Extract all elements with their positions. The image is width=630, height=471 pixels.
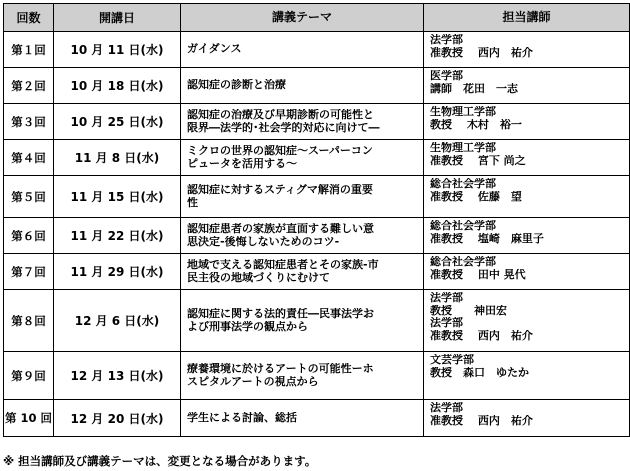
theme-line: 学生による討論、総括 [187,411,297,424]
theme-line: 地域で支える認知症患者とその家族-市 [187,259,379,271]
lecturer-line: 准教授 塩崎 麻里子 [430,232,544,245]
theme-line: ピュータを活用する～ [187,157,297,170]
session-date: 11 月 15 日(水) [54,176,181,218]
session-number: 第１回 [4,32,54,68]
lecturer-line: 准教授 西内 祐介 [430,329,533,342]
session-date: 11 月 29 日(水) [54,254,181,290]
session-date: 11 月 22 日(水) [54,218,181,254]
lecturer-line: 講師 花田 一志 [430,82,518,95]
lecturer-line: 総合社会学部 [430,178,496,190]
session-lecturer [424,140,630,176]
footnote: ※ 担当講師及び講義テーマは、変更となる場合があります。 [3,454,317,468]
theme-line: よび刑事法学の観点から [187,320,308,333]
theme-line: 療養環境に於けるアートの可能性ーホ [187,363,374,375]
session-theme [181,140,424,176]
table-row [4,68,630,104]
header-lecturer: 担当講師 [424,4,630,32]
header-date: 開講日 [54,4,181,32]
session-date: 10 月 18 日(水) [54,68,181,104]
session-date: 12 月 20 日(水) [54,400,181,437]
table-row [4,254,630,290]
lecturer-line: 准教授 田中 晃代 [430,268,526,281]
lecturer-line: 総合社会学部 [430,220,496,232]
theme-line: 限界―法学的･社会学的対応に向けて― [187,121,380,134]
lecturer-line: 医学部 [430,70,463,82]
lecturer-line: 准教授 西内 祐介 [430,46,533,59]
lecturer-line: 文芸学部 [430,354,474,366]
session-lecturer [424,68,630,104]
header-no: 回数 [4,4,54,32]
theme-line: 民主役の地域づくりにむけて [187,271,330,284]
session-lecturer [424,104,630,140]
lecturer-line: 法学部 [430,317,463,329]
lecturer-line: 総合社会学部 [430,256,496,268]
session-theme [181,68,424,104]
lecturer-line: 准教授 宮下 尚之 [430,154,526,167]
session-lecturer [424,176,630,218]
theme-line: 認知症に関する法的責任―民事法学お [187,308,374,320]
session-number: 第７回 [4,254,54,290]
lecturer-line: 法学部 [430,292,463,304]
table-row [4,104,630,140]
theme-line: 認知症の治療及び早期診断の可能性と [187,109,374,121]
lecturer-line: 教授 神田宏 [430,304,507,317]
lecturer-line: 教授 木村 裕一 [430,118,522,131]
session-theme [181,290,424,352]
theme-line: スピタルアートの視点から [187,375,319,388]
table-row [4,140,630,176]
session-lecturer [424,290,630,352]
session-number: 第３回 [4,104,54,140]
table-row [4,352,630,400]
session-number: 第 10 回 [4,400,54,437]
lecturer-line: 教授 森口 ゆたか [430,366,529,379]
lecturer-line: 准教授 佐藤 望 [430,190,522,203]
table-row [4,218,630,254]
lecturer-line: 法学部 [430,402,463,414]
session-theme [181,32,424,68]
session-number: 第９回 [4,352,54,400]
theme-line: 性 [187,196,198,209]
theme-line: 認知症患者の家族が直面する難しい意 [187,223,374,235]
theme-line: 認知症に対するスティグマ解消の重要 [187,184,373,196]
lecturer-line: 生物理工学部 [430,106,496,118]
theme-line: 思決定-後悔しないためのコツ- [187,235,340,248]
session-date: 12 月 6 日(水) [54,290,181,352]
table-row [4,176,630,218]
session-theme [181,176,424,218]
session-date: 10 月 11 日(水) [54,32,181,68]
lecturer-line: 准教授 西内 祐介 [430,414,533,427]
session-theme [181,352,424,400]
session-theme [181,254,424,290]
theme-line: ガイダンス [187,43,242,56]
schedule-table [3,3,630,437]
session-date: 10 月 25 日(水) [54,104,181,140]
session-number: 第６回 [4,218,54,254]
theme-line: ミクロの世界の認知症～スーパーコン [187,145,373,157]
session-lecturer [424,218,630,254]
header-row [4,4,630,32]
session-number: 第８回 [4,290,54,352]
table-row [4,290,630,352]
session-lecturer [424,352,630,400]
table-row [4,32,630,68]
session-lecturer [424,32,630,68]
session-date: 11 月 8 日(水) [54,140,181,176]
header-theme: 講義テーマ [181,4,424,32]
session-theme [181,104,424,140]
table-row [4,400,630,437]
session-number: 第４回 [4,140,54,176]
lecturer-line: 生物理工学部 [430,142,496,154]
session-lecturer [424,254,630,290]
session-theme [181,400,424,437]
session-number: 第２回 [4,68,54,104]
session-theme [181,218,424,254]
session-date: 12 月 13 日(水) [54,352,181,400]
theme-line: 認知症の診断と治療 [187,79,286,92]
lecturer-line: 法学部 [430,34,463,46]
session-lecturer [424,400,630,437]
session-number: 第５回 [4,176,54,218]
schedule-body [4,32,630,437]
